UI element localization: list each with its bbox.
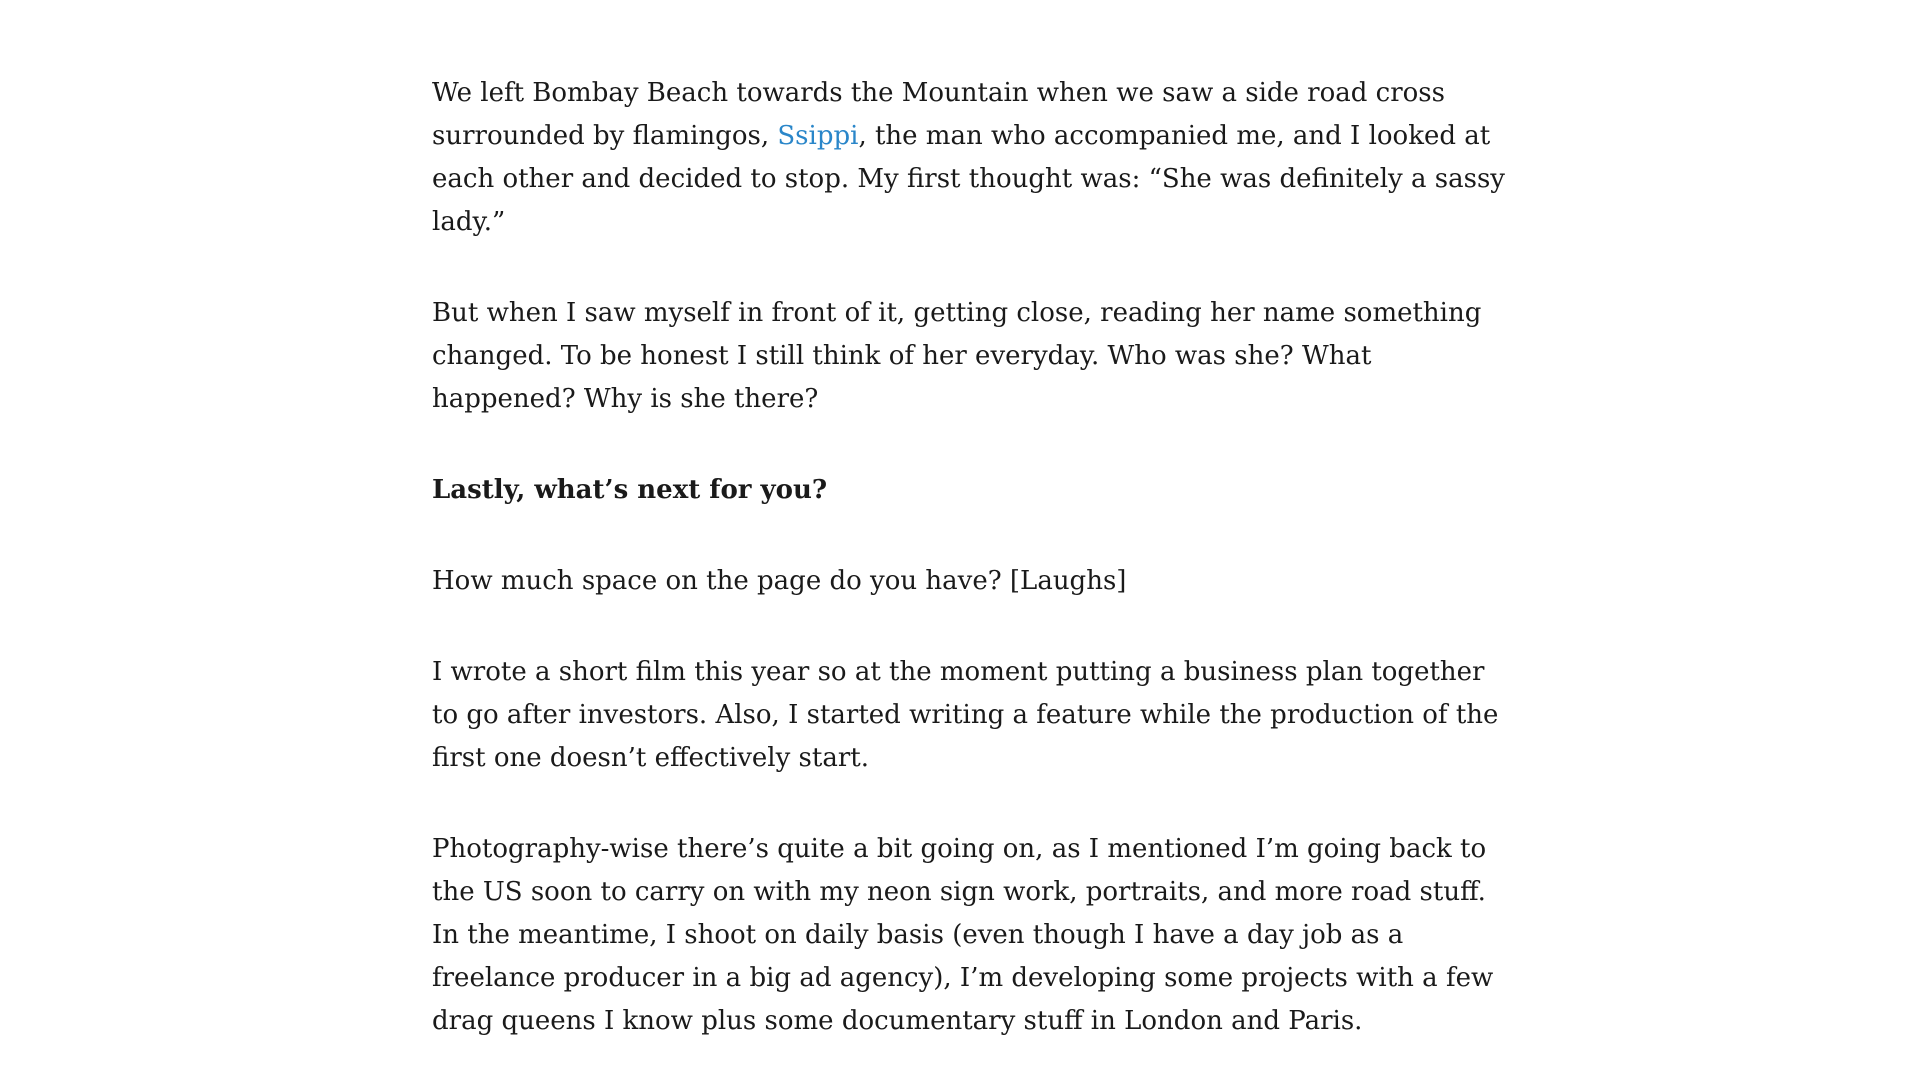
paragraph-short-film: I wrote a short film this year so at the moment putting a business plan together to go after investors. Also, I started writing a feature while the production of the first one doesn’t effectively start. <box>432 657 1499 773</box>
ssippi-link[interactable]: Ssippi <box>777 121 859 151</box>
paragraph-bombay-beach <box>432 72 1512 244</box>
interview-question: Lastly, what’s next for you? <box>432 475 828 505</box>
paragraph-text-part: We left Bombay Beach towards the Mountain when we saw a side road cross surrounded by flamingos, <box>432 78 1445 151</box>
paragraph-space-answer: How much space on the page do you have? [Laughs] <box>432 566 1127 596</box>
paragraph-her-name: But when I saw myself in front of it, getting close, reading her name something changed. To be honest I still think of her everyday. Who was she? What happened? Why is she there? <box>432 298 1482 414</box>
paragraph-photography: Photography-wise there’s quite a bit going on, as I mentioned I’m going back to the US soon to carry on with my neon sign work, portraits, and more road stuff. In the meantime, I shoot on daily basis (even though I have a day job as a freelance producer in a big ad agency), I’m developing some projects with a few drag queens I know plus some documentary stuff in London and Paris. <box>432 834 1494 1036</box>
paragraph-text-part: , the man who accompanied me, and I looked at each other and decided to stop. My first thought was: “She was definitely a sassy lady.” <box>432 121 1505 237</box>
article-body <box>432 72 1512 1091</box>
